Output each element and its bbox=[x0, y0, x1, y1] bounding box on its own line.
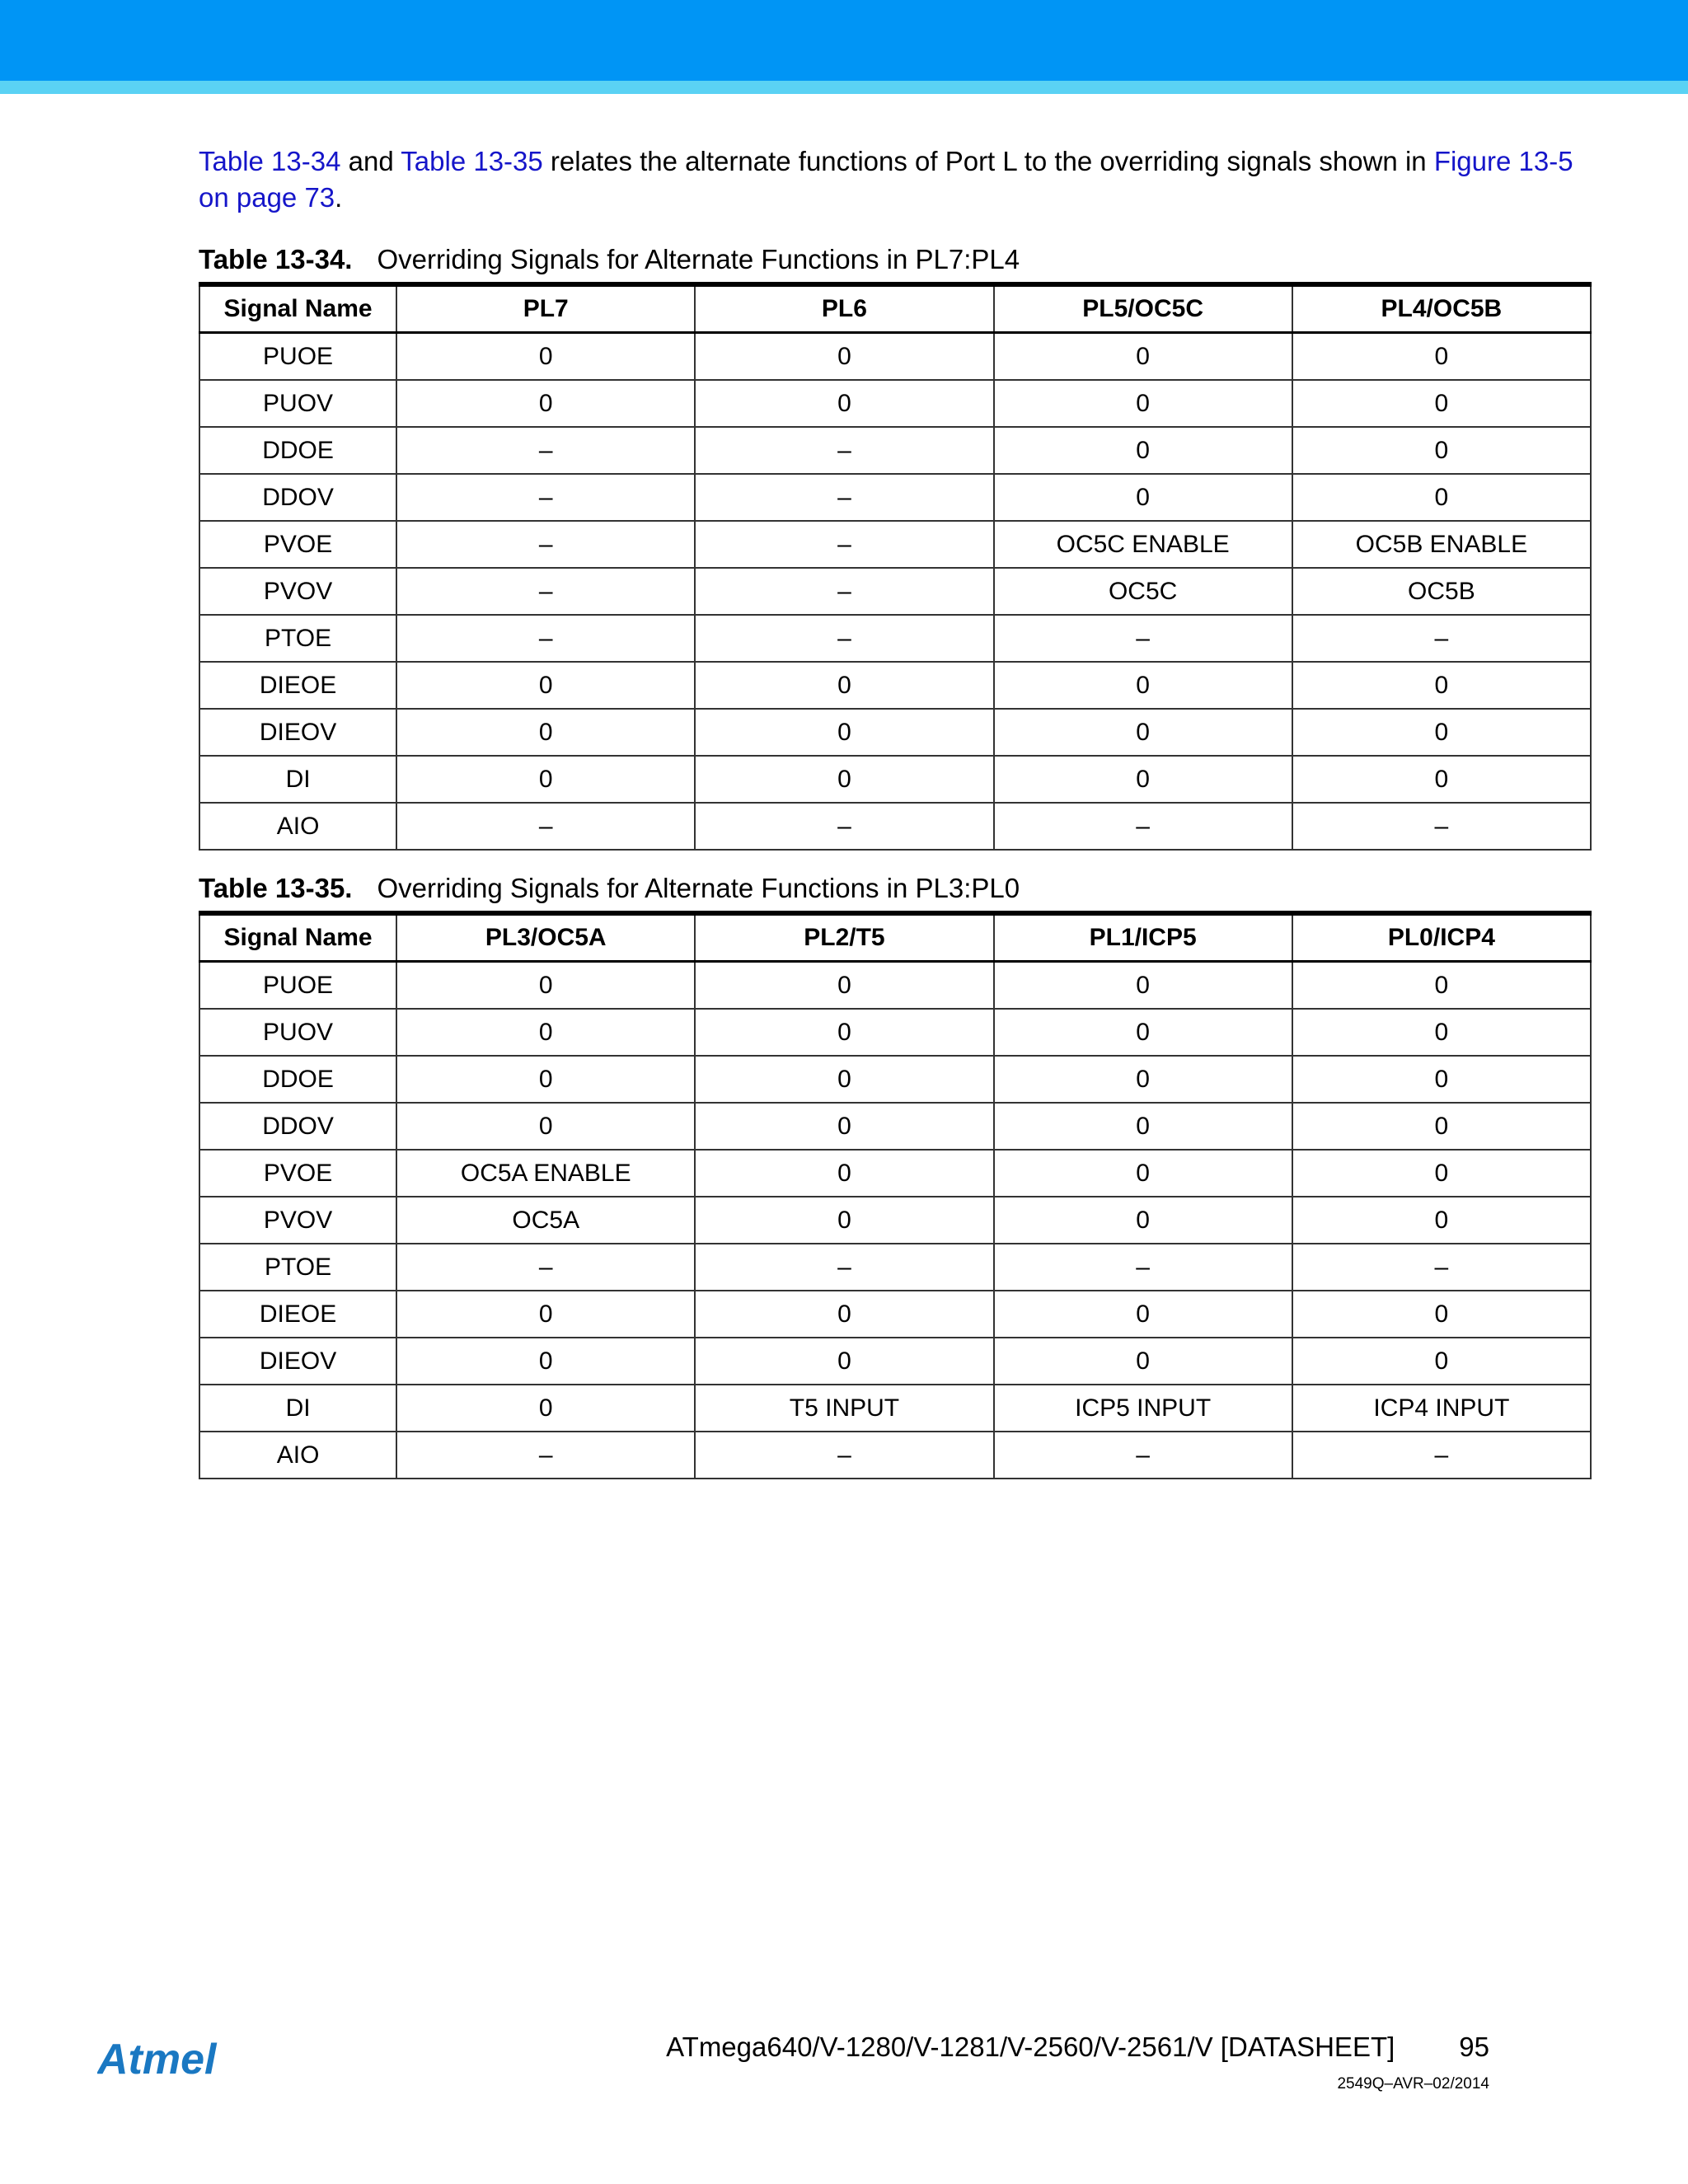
table-cell: 0 bbox=[396, 1291, 695, 1338]
table-cell: – bbox=[396, 1244, 695, 1291]
table-row bbox=[199, 1385, 1591, 1432]
table-cell: ICP5 INPUT bbox=[994, 1385, 1292, 1432]
signal-name-cell: DI bbox=[199, 756, 396, 803]
signal-name-cell: DIEOE bbox=[199, 662, 396, 709]
table-cell: – bbox=[695, 521, 993, 568]
table-cell: 0 bbox=[1292, 1009, 1591, 1056]
table-cell: 0 bbox=[396, 709, 695, 756]
footer-title bbox=[418, 2032, 1489, 2063]
signal-name-cell: AIO bbox=[199, 1432, 396, 1479]
signal-name-cell: DDOE bbox=[199, 427, 396, 474]
column-header: PL3/OC5A bbox=[396, 913, 695, 962]
column-header: Signal Name bbox=[199, 913, 396, 962]
table-cell: T5 INPUT bbox=[695, 1385, 993, 1432]
signal-table-pl7-pl4 bbox=[199, 282, 1592, 851]
table-cell: – bbox=[396, 474, 695, 521]
table-cell: 0 bbox=[695, 662, 993, 709]
table-header-row bbox=[199, 913, 1591, 962]
table-cell: 0 bbox=[396, 380, 695, 427]
table-cell: – bbox=[695, 427, 993, 474]
table-cell: – bbox=[396, 521, 695, 568]
table-cell: OC5A bbox=[396, 1197, 695, 1244]
signal-name-cell: AIO bbox=[199, 803, 396, 850]
table-row bbox=[199, 962, 1591, 1010]
intro-text-3: . bbox=[335, 182, 343, 213]
intro-paragraph bbox=[199, 143, 1592, 216]
signal-name-cell: PVOV bbox=[199, 1197, 396, 1244]
table-header-row bbox=[199, 284, 1591, 333]
table-cell: 0 bbox=[994, 1338, 1292, 1385]
table-cell: 0 bbox=[994, 1103, 1292, 1150]
table-cell: 0 bbox=[695, 380, 993, 427]
table-row bbox=[199, 1009, 1591, 1056]
table-cell: – bbox=[994, 1244, 1292, 1291]
table-cell: – bbox=[695, 474, 993, 521]
table-cell: 0 bbox=[994, 474, 1292, 521]
table-cell: 0 bbox=[1292, 380, 1591, 427]
page-number: 95 bbox=[1459, 2032, 1489, 2062]
table-row bbox=[199, 1103, 1591, 1150]
signal-name-cell: DIEOV bbox=[199, 1338, 396, 1385]
table-cell: OC5A ENABLE bbox=[396, 1150, 695, 1197]
table-cell: 0 bbox=[994, 1291, 1292, 1338]
table-cell: – bbox=[994, 1432, 1292, 1479]
table-row bbox=[199, 427, 1591, 474]
intro-text-2: relates the alternate functions of Port L to the overriding signals shown in bbox=[542, 146, 1434, 176]
table-row bbox=[199, 380, 1591, 427]
table-cell: 0 bbox=[396, 1056, 695, 1103]
table-row bbox=[199, 333, 1591, 381]
signal-name-cell: PTOE bbox=[199, 1244, 396, 1291]
table-cell: 0 bbox=[994, 380, 1292, 427]
signal-name-cell: PVOE bbox=[199, 1150, 396, 1197]
signal-name-cell: PUOE bbox=[199, 333, 396, 381]
column-header: PL0/ICP4 bbox=[1292, 913, 1591, 962]
table-title: Overriding Signals for Alternate Functions in PL7:PL4 bbox=[377, 244, 1020, 274]
signal-name-cell: PUOV bbox=[199, 1009, 396, 1056]
table-cell: 0 bbox=[695, 709, 993, 756]
table-cell: 0 bbox=[994, 1197, 1292, 1244]
table-cell: 0 bbox=[1292, 1197, 1591, 1244]
table-cell: OC5B ENABLE bbox=[1292, 521, 1591, 568]
table-cell: 0 bbox=[695, 756, 993, 803]
table-cell: 0 bbox=[994, 662, 1292, 709]
table-cell: 0 bbox=[396, 962, 695, 1010]
table-row bbox=[199, 709, 1591, 756]
table-cell: 0 bbox=[1292, 1150, 1591, 1197]
link-table-13-35[interactable]: Table 13-35 bbox=[401, 146, 543, 176]
table-cell: – bbox=[994, 615, 1292, 662]
table-cell: – bbox=[396, 803, 695, 850]
table-row bbox=[199, 1150, 1591, 1197]
table-cell: 0 bbox=[1292, 474, 1591, 521]
signal-name-cell: PUOV bbox=[199, 380, 396, 427]
table-row bbox=[199, 1338, 1591, 1385]
table-cell: 0 bbox=[396, 1338, 695, 1385]
table-cell: 0 bbox=[695, 1103, 993, 1150]
table-cell: 0 bbox=[1292, 1291, 1591, 1338]
table-cell: OC5C bbox=[994, 568, 1292, 615]
table-cell: 0 bbox=[1292, 427, 1591, 474]
header-band-accent bbox=[0, 81, 1688, 94]
table-title: Overriding Signals for Alternate Functions in PL3:PL0 bbox=[377, 873, 1020, 903]
column-header: PL4/OC5B bbox=[1292, 284, 1591, 333]
table-cell: – bbox=[396, 615, 695, 662]
table-row bbox=[199, 474, 1591, 521]
table-row bbox=[199, 615, 1591, 662]
link-table-13-34[interactable]: Table 13-34 bbox=[199, 146, 341, 176]
table-row bbox=[199, 756, 1591, 803]
table-cell: – bbox=[1292, 803, 1591, 850]
table-cell: 0 bbox=[994, 1150, 1292, 1197]
table-cell: 0 bbox=[994, 427, 1292, 474]
table-cell: OC5B bbox=[1292, 568, 1591, 615]
signal-name-cell: DI bbox=[199, 1385, 396, 1432]
column-header: PL5/OC5C bbox=[994, 284, 1292, 333]
table-cell: – bbox=[1292, 1244, 1591, 1291]
table-cell: – bbox=[396, 427, 695, 474]
table-cell: 0 bbox=[994, 333, 1292, 381]
table-row bbox=[199, 1056, 1591, 1103]
signal-name-cell: PTOE bbox=[199, 615, 396, 662]
table-cell: – bbox=[695, 1432, 993, 1479]
table-cell: 0 bbox=[695, 1009, 993, 1056]
table-cell: – bbox=[396, 1432, 695, 1479]
signal-name-cell: DIEOE bbox=[199, 1291, 396, 1338]
table-cell: 0 bbox=[396, 756, 695, 803]
logo-text: Atmel bbox=[97, 2036, 217, 2083]
table-cell: 0 bbox=[1292, 1056, 1591, 1103]
table-cell: 0 bbox=[994, 962, 1292, 1010]
table-row bbox=[199, 1197, 1591, 1244]
header-band bbox=[0, 0, 1688, 81]
document-code: 2549Q–AVR–02/2014 bbox=[1337, 2075, 1489, 2093]
table-cell: 0 bbox=[1292, 1338, 1591, 1385]
table-cell: – bbox=[1292, 1432, 1591, 1479]
table-cell: 0 bbox=[695, 1056, 993, 1103]
table-number: Table 13-34. bbox=[199, 244, 353, 274]
table-cell: 0 bbox=[396, 1103, 695, 1150]
signal-name-cell: PVOV bbox=[199, 568, 396, 615]
table-cell: 0 bbox=[994, 709, 1292, 756]
atmel-logo bbox=[97, 2034, 237, 2085]
table-13-34-caption bbox=[199, 243, 1020, 276]
table-cell: 0 bbox=[994, 756, 1292, 803]
table-cell: 0 bbox=[1292, 709, 1591, 756]
table-cell: 0 bbox=[695, 333, 993, 381]
table-13-35-caption bbox=[199, 872, 1020, 905]
table-cell: – bbox=[1292, 615, 1591, 662]
table-cell: 0 bbox=[1292, 756, 1591, 803]
table-cell: 0 bbox=[994, 1056, 1292, 1103]
table-cell: 0 bbox=[1292, 1103, 1591, 1150]
table-cell: 0 bbox=[396, 662, 695, 709]
link-figure-13-5[interactable]: Figure 13-5 on page 73 bbox=[199, 146, 1573, 213]
table-cell: 0 bbox=[695, 962, 993, 1010]
table-row bbox=[199, 1432, 1591, 1479]
signal-name-cell: PUOE bbox=[199, 962, 396, 1010]
table-row bbox=[199, 521, 1591, 568]
table-cell: 0 bbox=[1292, 333, 1591, 381]
table-cell: – bbox=[396, 568, 695, 615]
signal-name-cell: PVOE bbox=[199, 521, 396, 568]
signal-name-cell: DDOV bbox=[199, 474, 396, 521]
table-cell: – bbox=[695, 1244, 993, 1291]
table-number: Table 13-35. bbox=[199, 873, 353, 903]
table-cell: 0 bbox=[1292, 962, 1591, 1010]
column-header: PL1/ICP5 bbox=[994, 913, 1292, 962]
table-cell: 0 bbox=[994, 1009, 1292, 1056]
table-cell: 0 bbox=[695, 1197, 993, 1244]
table-row bbox=[199, 1244, 1591, 1291]
table-cell: 0 bbox=[396, 1009, 695, 1056]
table-row bbox=[199, 662, 1591, 709]
table-cell: – bbox=[695, 568, 993, 615]
table-row bbox=[199, 803, 1591, 850]
table-cell: – bbox=[695, 803, 993, 850]
table-cell: 0 bbox=[1292, 662, 1591, 709]
column-header: Signal Name bbox=[199, 284, 396, 333]
table-cell: – bbox=[994, 803, 1292, 850]
signal-name-cell: DDOV bbox=[199, 1103, 396, 1150]
table-row bbox=[199, 1291, 1591, 1338]
table-cell: 0 bbox=[695, 1291, 993, 1338]
column-header: PL2/T5 bbox=[695, 913, 993, 962]
signal-name-cell: DIEOV bbox=[199, 709, 396, 756]
signal-table-pl3-pl0 bbox=[199, 911, 1592, 1479]
signal-name-cell: DDOE bbox=[199, 1056, 396, 1103]
table-cell: 0 bbox=[396, 1385, 695, 1432]
table-row bbox=[199, 568, 1591, 615]
table-cell: 0 bbox=[396, 333, 695, 381]
table-cell: ICP4 INPUT bbox=[1292, 1385, 1591, 1432]
column-header: PL7 bbox=[396, 284, 695, 333]
table-cell: 0 bbox=[695, 1338, 993, 1385]
intro-text-1: and bbox=[340, 146, 401, 176]
table-cell: OC5C ENABLE bbox=[994, 521, 1292, 568]
column-header: PL6 bbox=[695, 284, 993, 333]
table-cell: – bbox=[695, 615, 993, 662]
document-title: ATmega640/V-1280/V-1281/V-2560/V-2561/V [DATASHEET] bbox=[666, 2032, 1395, 2062]
table-cell: 0 bbox=[695, 1150, 993, 1197]
